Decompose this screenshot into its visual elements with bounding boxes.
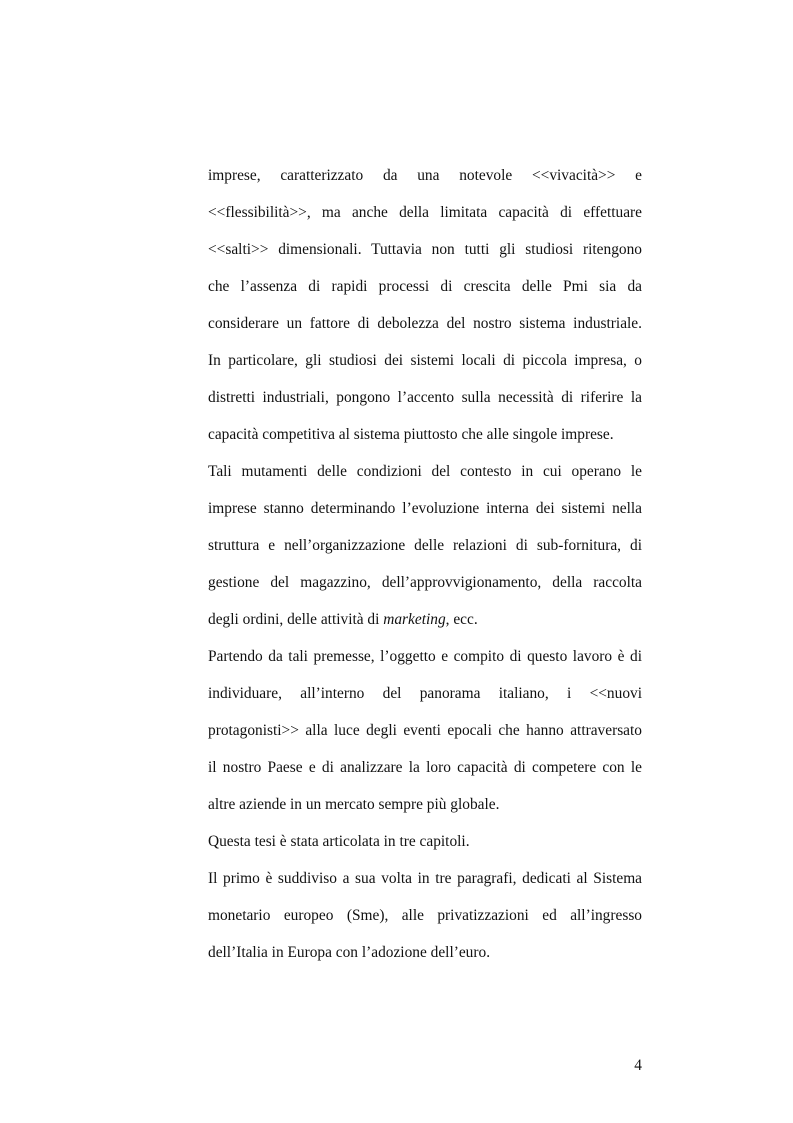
- text-line: <<flessibilità>>, ma anche della limitata capacità di effettuare: [208, 204, 642, 221]
- text-line: Tali mutamenti delle condizioni del contesto in cui operano le: [208, 463, 642, 480]
- text-line: individuare, all’interno del panorama italiano, i <<nuovi: [208, 685, 642, 702]
- text-line: In particolare, gli studiosi dei sistemi locali di piccola impresa, o: [208, 352, 642, 369]
- text-line: <<salti>> dimensionali. Tuttavia non tutti gli studiosi ritengono: [208, 241, 642, 258]
- text-line: dell’Italia in Europa con l’adozione dell’euro.: [208, 944, 491, 961]
- text-line: che l’assenza di rapidi processi di crescita delle Pmi sia da: [208, 278, 642, 295]
- italic-term: marketing: [383, 611, 446, 628]
- text-line: monetario europeo (Sme), alle privatizzazioni ed all’ingresso: [208, 907, 642, 924]
- text-line: considerare un fattore di debolezza del nostro sistema industriale.: [208, 315, 642, 332]
- text-line-with-italic: [208, 608, 642, 645]
- text-line: Questa tesi è stata articolata in tre capitoli.: [208, 833, 470, 850]
- body-text: [208, 164, 642, 978]
- text-line: altre aziende in un mercato sempre più globale.: [208, 796, 500, 813]
- text-line: Il primo è suddiviso a sua volta in tre paragrafi, dedicati al Sistema: [208, 870, 642, 887]
- text-before-italic: degli ordini, delle attività di: [208, 611, 384, 628]
- page-number: 4: [634, 1057, 642, 1074]
- text-line: gestione del magazzino, dell’approvvigionamento, della raccolta: [208, 574, 642, 591]
- text-line: capacità competitiva al sistema piuttosto che alle singole imprese.: [208, 426, 614, 443]
- text-line: protagonisti>> alla luce degli eventi epocali che hanno attraversato: [208, 722, 642, 739]
- text-line: imprese stanno determinando l’evoluzione interna dei sistemi nella: [208, 500, 642, 517]
- text-line: imprese, caratterizzato da una notevole <<vivacità>> e: [208, 167, 642, 184]
- text-line: struttura e nell’organizzazione delle relazioni di sub-fornitura, di: [208, 537, 642, 554]
- text-line: Partendo da tali premesse, l’oggetto e compito di questo lavoro è di: [208, 648, 642, 665]
- text-line: distretti industriali, pongono l’accento sulla necessità di riferire la: [208, 389, 642, 406]
- text-after-italic: , ecc.: [445, 611, 478, 628]
- text-line: il nostro Paese e di analizzare la loro capacità di competere con le: [208, 759, 642, 776]
